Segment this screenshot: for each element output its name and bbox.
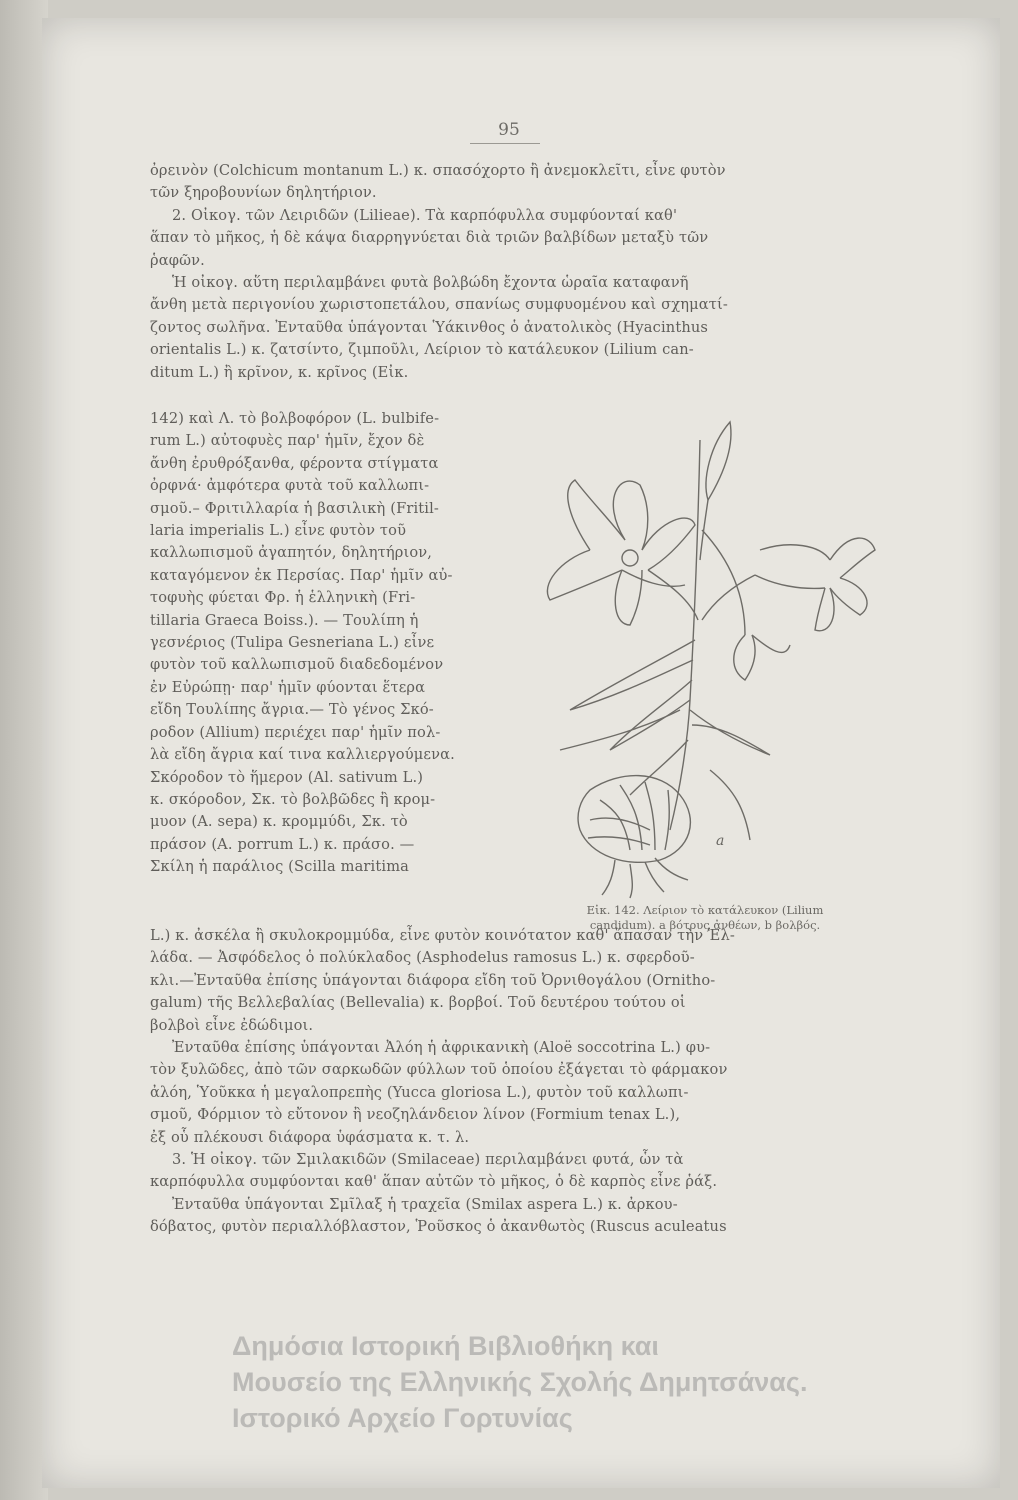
- text-line: ροδον (Allium) περιέχει παρ' ἡμῖν πολ-: [150, 723, 441, 741]
- text-line: ditum L.) ἢ κρῖνον, κ. κρῖνος (Εἰκ.: [150, 363, 409, 381]
- text-line: L.) κ. ἀσκέλα ἢ σκυλοκρομμύδα, εἶνε φυτὸν κοινότατον καθ' ἅπασαν τὴν Ἑλ-: [150, 927, 735, 944]
- text-block-bottom: [150, 925, 880, 1239]
- text-line: ῥαφῶν.: [150, 251, 205, 269]
- page-number: 95: [498, 120, 520, 140]
- page-number-rule: [470, 143, 540, 144]
- text-line: λάδα. — Ἀσφόδελος ὁ πολύκλαδος (Asphodelus ramosus L.) κ. σφερδοῦ-: [150, 949, 695, 967]
- text-line: Ἐνταῦθα ἐπίσης ὑπάγονται Ἀλόη ἡ ἀφρικανικὴ (Aloë soccotrina L.) φυ-: [172, 1039, 711, 1057]
- text-line: 3. Ἡ οἰκογ. τῶν Σμιλακιδῶν (Smilaceae) περιλαμβάνει φυτά, ὧν τὰ: [172, 1151, 684, 1169]
- text-line: τὸν ξυλῶδες, ἀπὸ τῶν σαρκωδῶν φύλλων τοῦ ὁποίου ἐξάγεται τὸ φάρμακον: [150, 1061, 728, 1079]
- text-line: tillaria Graeca Boiss.). — Τουλίπη ἡ: [150, 611, 419, 629]
- text-line: φυτὸν τοῦ καλλωπισμοῦ διαδεδομένον: [150, 656, 444, 674]
- caption-line: candidum). a βότρυς ἀνθέων, b βολβός.: [589, 918, 821, 932]
- text-line: πράσον (A. porrum L.) κ. πράσο. —: [150, 835, 415, 853]
- text-line: Ἐνταῦθα ὑπάγονται Σμῖλαξ ἡ τραχεῖα (Smilax aspera L.) κ. ἀρκου-: [172, 1195, 678, 1213]
- text-line: Σκόροδον τὸ ἥμερον (Al. sativum L.): [150, 768, 424, 786]
- text-line: λὰ εἴδη ἄγρια καί τινα καλλιεργούμενα.: [150, 746, 455, 764]
- text-line: κ. σκόροδον, Σκ. τὸ βολβῶδες ἢ κρομ-: [150, 790, 436, 808]
- text-line: orientalis L.) κ. ζατσίντο, ζιμποῦλι, Λείριον τὸ κατάλευκον (Lilium can-: [150, 341, 694, 359]
- text-line: σμοῦ.– Φριτιλλαρία ἡ βασιλικὴ (Fritil-: [150, 499, 440, 517]
- text-line: ζοντος σωλῆνα. Ἐνταῦθα ὑπάγονται Ὑάκινθος ὁ ἀνατολικὸς (Hyacinthus: [150, 318, 709, 336]
- text-line: laria imperialis L.) εἶνε φυτὸν τοῦ: [150, 522, 407, 540]
- text-line: μυον (A. sepa) κ. κρομμύδι, Σκ. τὸ: [150, 813, 408, 831]
- text-line: 142) καὶ Λ. τὸ βολβοφόρον (L. bulbife-: [150, 410, 440, 427]
- library-watermark: [232, 1328, 992, 1436]
- text-line: ἄνθη ἐρυθρόξανθα, φέροντα στίγματα: [150, 454, 439, 472]
- text-line: καταγόμενον ἐκ Περσίας. Παρ' ἡμῖν αὐ-: [150, 566, 453, 584]
- text-line: galum) τῆς Βελλεβαλίας (Bellevalia) κ. βορβοί. Τοῦ δευτέρου τούτου οἱ: [150, 994, 686, 1012]
- caption-line: Εἰκ. 142. Λείριον τὸ κατάλευκον (Lilium: [586, 903, 824, 917]
- book-gutter: [0, 0, 48, 1500]
- watermark-line: Ιστορικό Αρχείο Γορτυνίας: [232, 1403, 573, 1433]
- text-line: ὀρεινὸν (Colchicum montanum L.) κ. σπασόχορτο ἢ ἀνεμοκλεῖτι, εἶνε φυτὸν: [150, 162, 726, 179]
- text-block-top: [150, 160, 880, 384]
- text-line: τοφυὴς φύεται Φρ. ἡ ἑλληνικὴ (Fri-: [150, 589, 416, 607]
- text-line: εἴδη Τουλίπης ἄγρια.— Τὸ γένος Σκό-: [150, 701, 434, 719]
- text-line: καλλωπισμοῦ ἀγαπητόν, δηλητήριον,: [150, 544, 433, 562]
- text-line: ἐν Εὐρώπῃ· παρ' ἡμῖν φύονται ἕτερα: [150, 678, 426, 696]
- text-line: Ἡ οἰκογ. αὕτη περιλαμβάνει φυτὰ βολβώδη ἔχοντα ὡραῖα καταφανῆ: [172, 274, 689, 292]
- text-line: ἅπαν τὸ μῆκος, ἡ δὲ κάψα διαρρηγνύεται διὰ τριῶν βαλβίδων μεταξὺ τῶν: [150, 229, 709, 247]
- text-line: καρπόφυλλα συμφύονται καθ' ἅπαν αὐτῶν τὸ μῆκος, ὁ δὲ καρπὸς εἶνε ῥάξ.: [150, 1173, 718, 1191]
- text-line: 2. Οἰκογ. τῶν Λειριδῶν (Liliеae). Τὰ καρπόφυλλα συμφύονταί καθ': [172, 206, 678, 224]
- watermark-line: Δημόσια Ιστορική Βιβλιοθήκη και: [232, 1331, 659, 1361]
- text-line: γεσνέριος (Tulipa Gesneriana L.) εἶνε: [150, 634, 435, 652]
- text-line: Σκίλη ἡ παράλιος (Scilla maritima: [150, 858, 410, 876]
- text-line: τῶν ξηροβουνίων δηλητήριον.: [150, 184, 377, 202]
- text-line: ἐξ οὗ πλέκουσι διάφορα ὑφάσματα κ. τ. λ.: [150, 1128, 470, 1146]
- figure-label-a: a: [716, 833, 725, 849]
- text-line: ἀλόη, Ὑοῦκκα ἡ μεγαλοπρεπὴς (Yucca gloriosa L.), φυτὸν τοῦ καλλωπι-: [150, 1083, 689, 1101]
- text-block-narrow: [150, 408, 530, 879]
- text-line: κλι.—Ἐνταῦθα ἐπίσης ὑπάγονται διάφορα εἴδη τοῦ Ὀρνιθογάλου (Ornitho-: [150, 971, 716, 989]
- text-line: βολβοὶ εἶνε ἐδώδιμοι.: [150, 1016, 314, 1034]
- text-line: σμοῦ, Φόρμιον τὸ εὔτονον ἢ νεοζηλάνδειον λίνον (Formium tenax L.),: [150, 1106, 681, 1124]
- text-line: ἄνθη μετὰ περιγονίου χωριστοπετάλου, σπανίως συμφυομένου καὶ σχηματί-: [150, 296, 728, 314]
- text-line: ὀρφνά· ἀμφότερα φυτὰ τοῦ καλλωπι-: [150, 477, 430, 495]
- text-line: rum L.) αὐτοφυὲς παρ' ἡμῖν, ἔχον δὲ: [150, 432, 425, 450]
- text-line: δόβατος, φυτὸν περιαλλόβλαστον, Ῥοῦσκος ὁ ἀκανθωτὸς (Ruscus aculeatus: [150, 1218, 727, 1236]
- watermark-line: Μουσείο της Ελληνικής Σχολής Δημητσάνας.: [232, 1367, 808, 1397]
- lily-illustration: [530, 410, 885, 900]
